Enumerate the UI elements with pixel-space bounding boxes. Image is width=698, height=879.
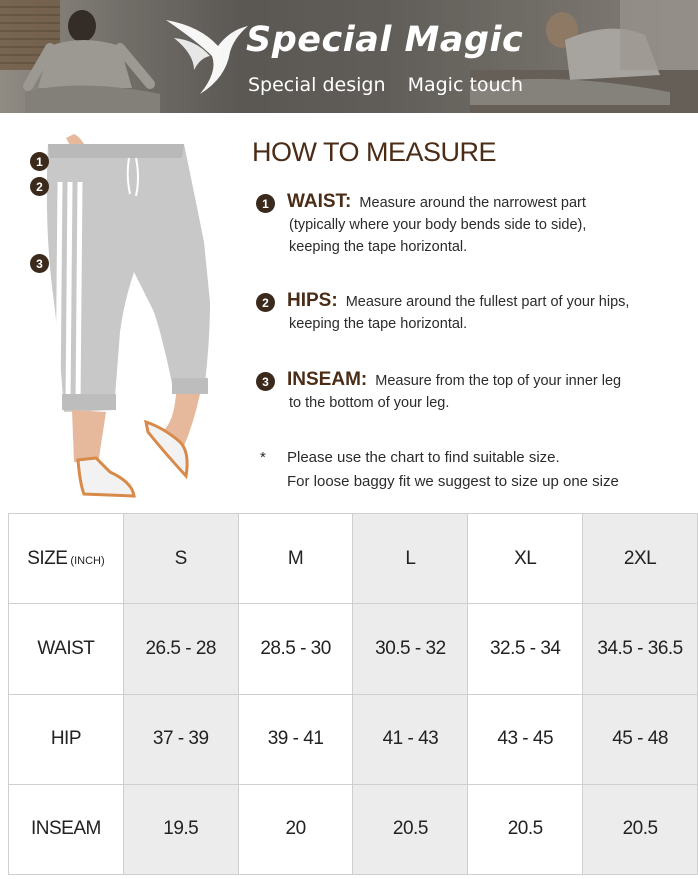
tagline-part-2: Magic touch	[407, 74, 524, 96]
table-cell: 20.5	[583, 784, 698, 874]
table-cell: 20.5	[468, 784, 583, 874]
step-text: (typically where your body bends side to side),	[289, 217, 587, 233]
step-waist	[256, 191, 696, 258]
row-label: INSEAM	[9, 784, 124, 874]
table-cell: 43 - 45	[468, 694, 583, 784]
brand-tagline	[248, 74, 523, 96]
step-text: keeping the tape horizontal.	[289, 239, 468, 255]
size-column-header: 2XL	[583, 514, 698, 604]
step-text: Measure around the narrowest part	[359, 195, 586, 211]
table-header-row	[9, 514, 698, 604]
size-header-cell: SIZE (INCH)	[9, 514, 124, 604]
brand-title: Special Magic	[246, 20, 524, 60]
table-row	[9, 604, 698, 694]
marker-inseam-icon: 3	[30, 254, 49, 273]
table-cell: 19.5	[123, 784, 238, 874]
step-label: INSEAM:	[287, 369, 368, 390]
size-column-header: M	[238, 514, 353, 604]
table-row	[9, 784, 698, 874]
step-text: keeping the tape horizontal.	[289, 316, 468, 332]
step-hips	[256, 290, 696, 335]
table-cell: 20.5	[353, 784, 468, 874]
table-cell: 39 - 41	[238, 694, 353, 784]
size-column-header: L	[353, 514, 468, 604]
row-label: WAIST	[9, 604, 124, 694]
table-cell: 45 - 48	[583, 694, 698, 784]
size-column-header: XL	[468, 514, 583, 604]
step-inseam	[256, 369, 696, 414]
step-text: to the bottom of your leg.	[289, 395, 450, 411]
size-chart-table	[8, 513, 698, 875]
step-label: WAIST:	[287, 191, 352, 212]
step-number-icon: 1	[256, 194, 275, 213]
size-column-header: S	[123, 514, 238, 604]
table-cell: 34.5 - 36.5	[583, 604, 698, 694]
note-line: Please use the chart to find suitable size.	[287, 449, 560, 466]
tagline-part-1: Special design	[248, 74, 386, 96]
marker-hips-icon: 2	[30, 177, 49, 196]
table-cell: 32.5 - 34	[468, 604, 583, 694]
asterisk-icon: *	[260, 449, 266, 466]
table-cell: 20	[238, 784, 353, 874]
marker-waist-icon: 1	[30, 152, 49, 171]
table-row	[9, 694, 698, 784]
pants-model-image	[14, 132, 244, 504]
step-text: Measure around the fullest part of your hips,	[345, 294, 630, 310]
table-cell: 37 - 39	[123, 694, 238, 784]
how-to-measure-title: HOW TO MEASURE	[252, 137, 497, 167]
step-text: Measure from the top of your inner leg	[375, 373, 622, 389]
row-label: HIP	[9, 694, 124, 784]
table-cell: 30.5 - 32	[353, 604, 468, 694]
step-number-icon: 3	[256, 372, 275, 391]
table-cell: 28.5 - 30	[238, 604, 353, 694]
sizing-note	[260, 446, 619, 494]
brand-banner	[0, 0, 698, 113]
table-cell: 41 - 43	[353, 694, 468, 784]
note-line: For loose baggy fit we suggest to size up one size	[287, 473, 619, 490]
step-label: HIPS:	[287, 290, 338, 311]
table-cell: 26.5 - 28	[123, 604, 238, 694]
unit-label: (INCH)	[70, 554, 105, 567]
step-number-icon: 2	[256, 293, 275, 312]
bird-logo-icon	[160, 8, 250, 98]
